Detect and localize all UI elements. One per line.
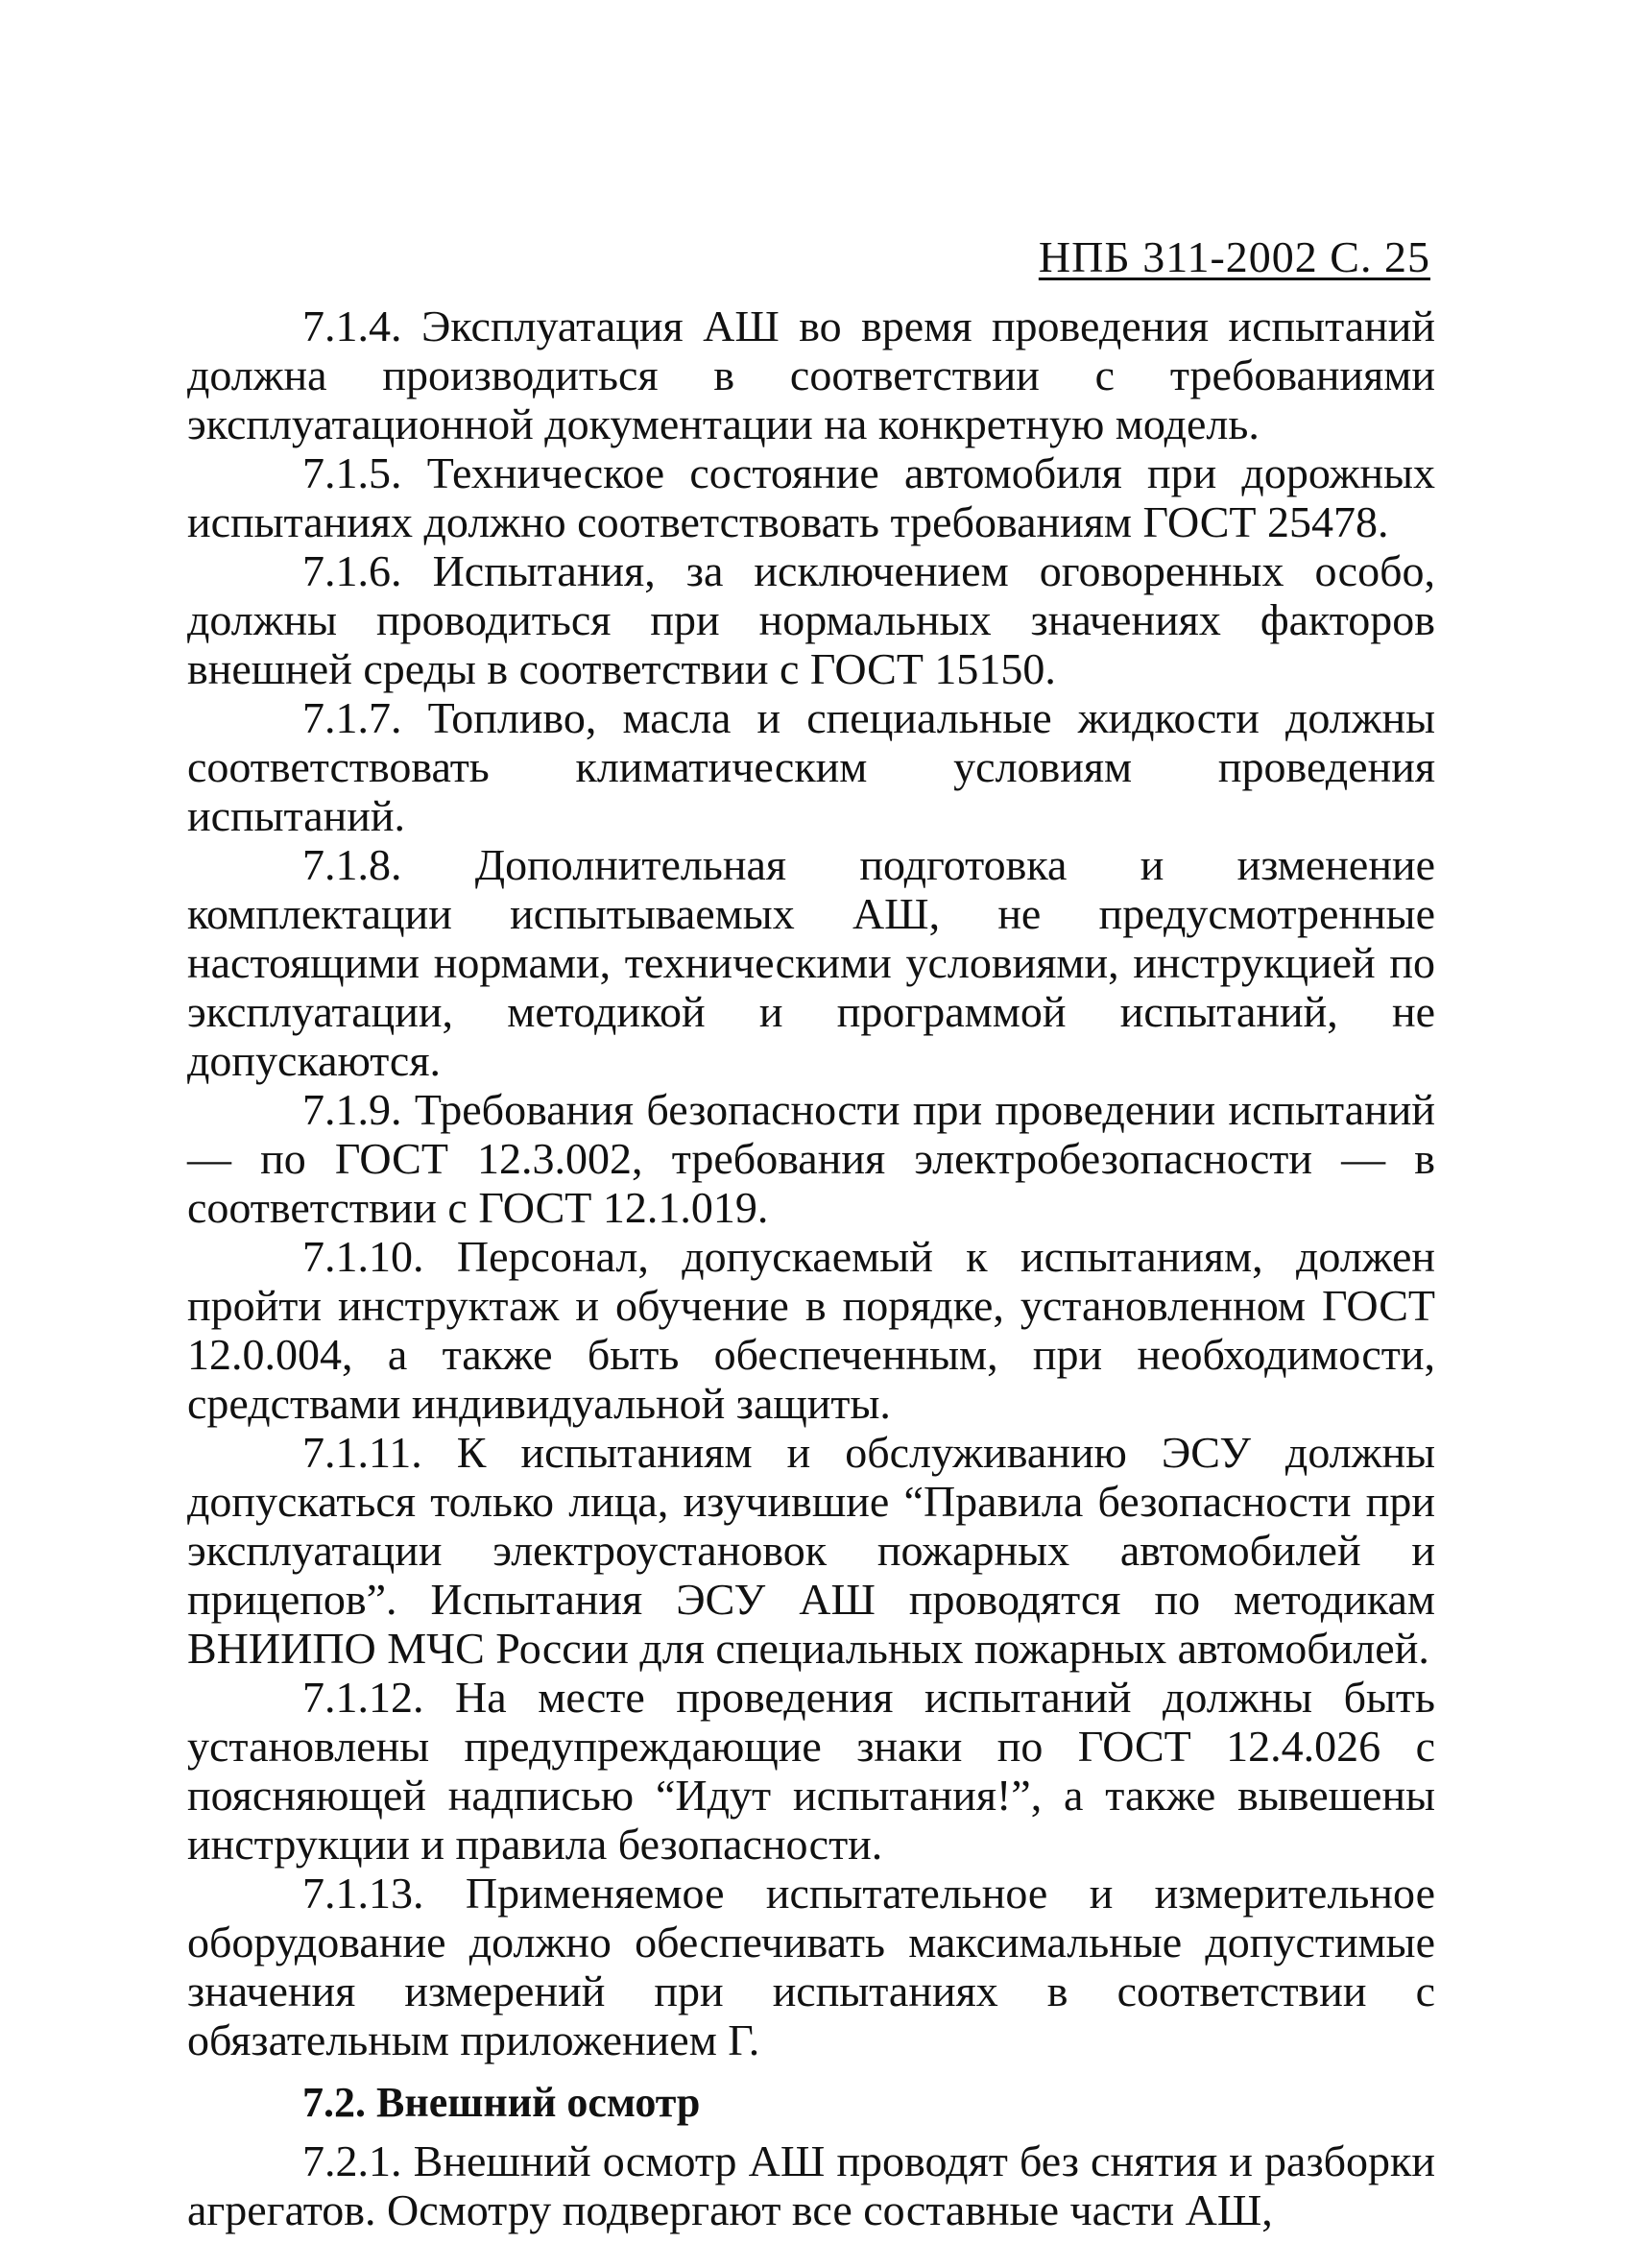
- section-heading-7-2: 7.2. Внешний осмотр: [302, 2079, 701, 2126]
- document-code: НПБ 311-2002 С. 25: [1038, 232, 1430, 281]
- paragraph-7-1-11: 7.1.11. К испытаниям и обслуживанию ЭСУ должны допускаться только лица, изучившие “Правила безопасности при эксплуатации электроустановок пожарных автомобилей и прицепов”. Испытания ЭСУ АШ проводятся по методикам ВНИИПО МЧС России для специальных пожарных автомобилей.: [187, 1428, 1435, 1673]
- running-header: [187, 230, 1435, 284]
- paragraph-7-1-4: 7.1.4. Эксплуатация АШ во время проведения испытаний должна производиться в соответствии с требованиями эксплуатационной документации на конкретную модель.: [187, 302, 1435, 448]
- document-page: [187, 230, 1435, 2234]
- paragraph-7-1-5: 7.1.5. Техническое состояние автомобиля при дорожных испытаниях должно соответствовать требованиям ГОСТ 25478.: [187, 448, 1435, 546]
- paragraph-7-1-6: 7.1.6. Испытания, за исключением оговоренных особо, должны проводиться при нормальных значениях факторов внешней среды в соответствии с ГОСТ 15150.: [187, 546, 1435, 693]
- paragraph-7-1-10: 7.1.10. Персонал, допускаемый к испытаниям, должен пройти инструктаж и обучение в порядке, установленном ГОСТ 12.0.004, а также быть обеспеченным, при необходимости, средствами индивидуальной защиты.: [187, 1232, 1435, 1428]
- paragraph-7-1-7: 7.1.7. Топливо, масла и специальные жидкости должны соответствовать климатическим условиям проведения испытаний.: [187, 693, 1435, 840]
- paragraph-7-1-9: 7.1.9. Требования безопасности при проведении испытаний — по ГОСТ 12.3.002, требования электробезопасности — в соответствии с ГОСТ 12.1.019.: [187, 1085, 1435, 1232]
- paragraph-7-2-1: 7.2.1. Внешний осмотр АШ проводят без снятия и разборки агрегатов. Осмотру подвергают все составные части АШ,: [187, 2136, 1435, 2234]
- paragraph-7-1-13: 7.1.13. Применяемое испытательное и измерительное оборудование должно обеспечивать максимальные допустимые значения измерений при испытаниях в соответствии с обязательным приложением Г.: [187, 1869, 1435, 2064]
- paragraph-7-1-12: 7.1.12. На месте проведения испытаний должны быть установлены предупреждающие знаки по ГОСТ 12.4.026 с поясняющей надписью “Идут испытания!”, а также вывешены инструкции и правила безопасности.: [187, 1673, 1435, 1869]
- paragraph-7-1-8: 7.1.8. Дополнительная подготовка и изменение комплектации испытываемых АШ, не предусмотренные настоящими нормами, техническими условиями, инструкцией по эксплуатации, методикой и программой испытаний, не допускаются.: [187, 840, 1435, 1085]
